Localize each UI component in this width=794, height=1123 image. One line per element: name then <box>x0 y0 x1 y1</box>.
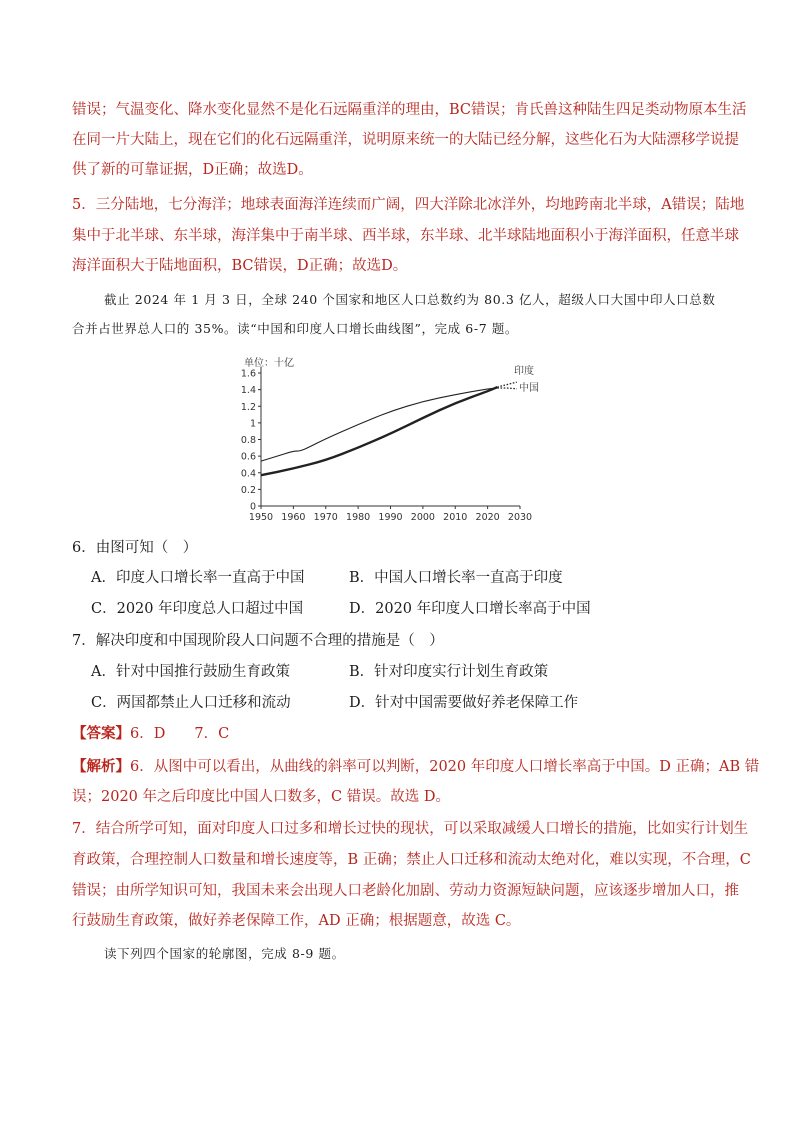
answer-line <box>72 724 732 744</box>
analysis-text-1: 6．从图中可以看出，从曲线的斜率可以判断，2020 年印度人口增长率高于中国。D 正确；AB 错 <box>130 759 760 775</box>
chart-series <box>261 382 517 475</box>
q7-option-c: C．两国都禁止人口迁移和流动 <box>91 695 291 711</box>
prev-analysis-line-3: 供了新的可靠证据，D正确；故选D。 <box>72 162 313 178</box>
analysis-tag: 【解析】 <box>72 758 130 775</box>
analysis-line-3: 7．结合所学可知，面对印度人口过多和增长过快的现状，可以采取减缓人口增长的措施，比如实行计划生 <box>72 821 749 837</box>
q7-option-b: B．针对印度实行计划生育政策 <box>349 664 549 680</box>
x-tick-label: 2010 <box>443 512 468 523</box>
q7-stem: 7．解决印度和中国现阶段人口问题不合理的措施是（ ） <box>72 633 444 649</box>
chart-unit-label: 单位：十亿 <box>244 358 294 369</box>
y-tick-label: 0.2 <box>240 484 256 496</box>
q6-option-b: B．中国人口增长率一直高于印度 <box>349 570 563 586</box>
chart-axes <box>261 367 520 506</box>
x-tick-label: 1990 <box>378 512 403 523</box>
x-tick-label: 2020 <box>475 512 500 523</box>
series-projection-china <box>497 388 517 389</box>
y-tick-label: 0.4 <box>240 468 256 480</box>
q7-option-d: D．针对中国需要做好养老保障工作 <box>349 695 579 711</box>
prev-analysis-line-1: 错误；气温变化、降水变化显然不是化石远隔重洋的理由，BC错误；肯氏兽这种陆生四足类动物原本生活 <box>72 102 747 118</box>
q6-stem: 6．由图可知（ ） <box>72 540 198 556</box>
x-tick-label: 1950 <box>248 512 274 523</box>
chart-series-labels <box>514 364 539 394</box>
y-tick-label: 0.8 <box>240 435 256 446</box>
x-tick-label: 2030 <box>507 512 533 523</box>
y-tick-label: 1.6 <box>240 368 256 380</box>
answer-tag: 【答案】 <box>72 725 130 742</box>
x-tick-label: 1970 <box>313 512 338 523</box>
y-tick-label: 1 <box>249 418 256 430</box>
population-growth-chart <box>240 352 554 524</box>
q5-analysis-line-3: 海洋面积大于陆地面积，BC错误，D正确；故选D。 <box>72 258 408 274</box>
answer-text: 6．D 7．C <box>130 726 230 742</box>
x-tick-label: 2000 <box>410 512 435 523</box>
analysis-line-1 <box>72 757 760 777</box>
series-label-china: 中国 <box>519 383 539 394</box>
y-tick-label: 1.4 <box>240 385 256 397</box>
series-label-india: 印度 <box>514 366 534 377</box>
intro-line-2: 合并占世界总人口的 35%。读“中国和印度人口增长曲线图”，完成 6-7 题。 <box>72 321 519 336</box>
q6-option-a: A．印度人口增长率一直高于中国 <box>91 570 305 586</box>
q7-option-a: A．针对中国推行鼓励生育政策 <box>91 664 290 680</box>
y-tick-label: 0.6 <box>240 451 256 463</box>
analysis-line-5: 错误；由所学知识可知，我国未来会出现人口老龄化加剧、劳动力资源短缺问题，应该逐步增加人口，推 <box>72 883 739 899</box>
y-tick-label: 0 <box>249 501 256 513</box>
analysis-line-2: 误；2020 年之后印度比中国人口数多，C 错误。故选 D。 <box>72 789 450 805</box>
q5-analysis-line-2: 集中于北半球、东半球，海洋集中于南半球、西半球，东半球、北半球陆地面积小于海洋面积，任意半球 <box>72 228 739 244</box>
q6-option-c: C．2020 年印度总人口超过中国 <box>91 601 304 617</box>
analysis-line-4: 育政策，合理控制人口数量和增长速度等，B 正确；禁止人口迁移和流动太绝对化，难以实现，不合理，C <box>72 852 751 868</box>
series-projection-india <box>497 382 517 387</box>
series-line-china <box>261 388 497 461</box>
x-tick-label: 1980 <box>346 512 371 523</box>
q5-analysis-line-1: 5．三分陆地，七分海洋；地球表面海洋连续而广阔，四大洋除北冰洋外，均地跨南北半球，A错误；陆地 <box>72 197 745 213</box>
x-tick-label: 1960 <box>281 512 306 523</box>
y-tick-label: 1.2 <box>240 401 256 413</box>
q6-option-d: D．2020 年印度人口增长率高于中国 <box>349 601 591 617</box>
series-line-india <box>261 387 497 475</box>
next-intro: 读下列四个国家的轮廓图，完成 8-9 题。 <box>104 946 345 961</box>
prev-analysis-line-2: 在同一片大陆上，现在它们的化石远隔重洋，说明原来统一的大陆已经分解，这些化石为大陆漂移学说提 <box>72 132 739 148</box>
intro-line-1: 截止 2024 年 1 月 3 日，全球 240 个国家和地区人口总数约为 80.3 亿人，超级人口大国中印人口总数 <box>104 292 716 307</box>
analysis-line-6: 行鼓励生育政策，做好养老保障工作，AD 正确；根据题意，故选 C。 <box>72 913 521 929</box>
